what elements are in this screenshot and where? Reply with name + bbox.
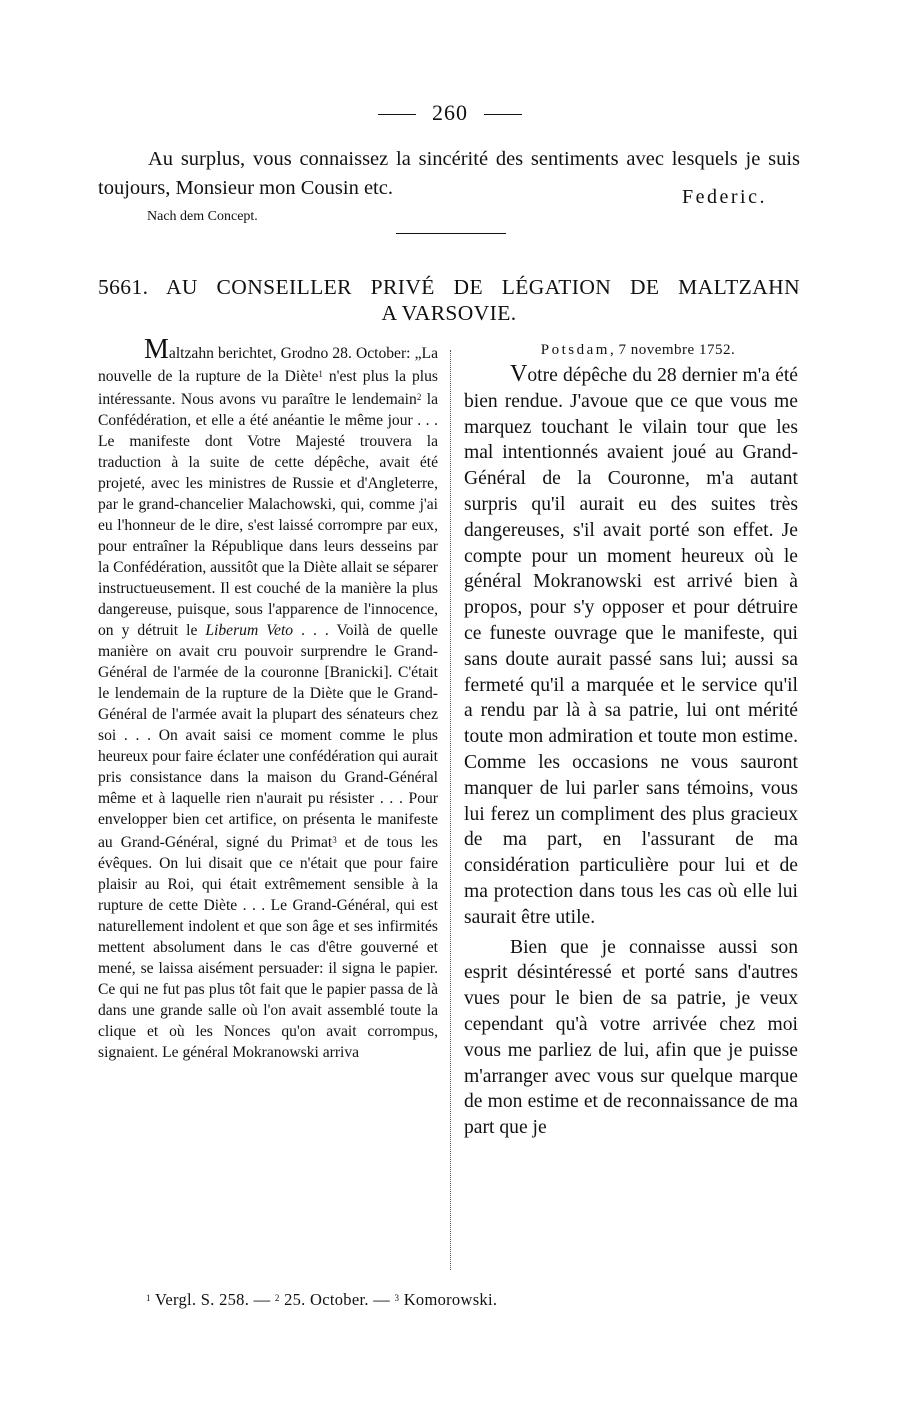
letter-paragraph-1 xyxy=(464,362,798,931)
section-separator xyxy=(396,233,506,234)
page-number-value: 260 xyxy=(432,100,468,125)
letter-addressee: AU CONSEILLER PRIVÉ DE LÉGATION DE MALTZAHN xyxy=(165,275,800,299)
page-number-dash-right xyxy=(484,114,522,115)
letter-heading xyxy=(98,274,800,326)
summary-italic-term: Liberum Veto xyxy=(205,622,294,639)
report-summary xyxy=(98,334,439,1063)
dateline xyxy=(478,338,798,362)
column-divider xyxy=(450,350,451,1270)
dateline-place: Potsdam xyxy=(540,342,610,358)
summary-initial: M xyxy=(144,334,169,365)
letter-body-column xyxy=(464,338,798,1141)
footnote-mark-3: 3 xyxy=(394,1293,400,1303)
summary-text-5: et de tous les évêques. On lui disait que ce n'était que pour faire plaisir au Roi, qui était extrêmement sensible à la rupture de cette Diète . . . Le Grand-Général, qui est naturellement indolent et que son âge et ses infirmités mettent absolument dans le cas d'être gouverné et mené, se laissa aisément persuader: il signa le papier. Ce qui ne fut pas plus tôt fait que le papier passa de là dans une grande salle où l'on avait assemblé toute la clique et où les Nonces qu'on avait corrompus, signaient. Le général Mokranowski arriva xyxy=(98,834,438,1061)
summary-text-3: la Confédération, et elle a été anéantie le même jour . . . Le manifeste dont Votre Majesté trouvera la traduction à la suite de cette dépêche, avait été projeté, avec les ministres de Russie et d'Angleterre, par le grand-chancelier Malachowski, qui, comme j'ai eu l'honneur de le dire, s'est laissé corrompre par eux, pour entraîner la République dans leurs desseins par la Confédération, aussitôt que la Diète allait se séparer instructueusement. Il est couché de la manière la plus dangereuse, puisque, sous l'apparence de l'innocence, on y détruit le xyxy=(98,391,438,639)
source-note: Nach dem Concept. xyxy=(147,209,258,224)
letter-heading-line2: A VARSOVIE. xyxy=(381,301,517,325)
footnote-text-3: Komorowski. xyxy=(403,1290,498,1309)
footnote-ref-2: 2 xyxy=(416,392,422,402)
page-number-dash-left xyxy=(378,114,416,115)
letter-paragraph-1-text: otre dépêche du 28 dernier m'a été bien rendue. J'avoue que ce que vous me marquez touchant le vilain tour que les mal intentionnés avaient joué au Grand-Général de la Couronne, m'a autant surpris qu'il aurait eu des suites très dangereuses, s'il avait porté son effet. Je compte pour un moment heureux où le général Mokranowski est arrivé bien à propos, pour s'y opposer et pour détruire ce funeste ouvrage que le manifeste, qui sans doute aurait passé sans lui; aussi sa fermeté qu'il a marquée et le service qu'il a rendu par là à sa patrie, lui ont mérité toute mon admiration et toute mon estime. Comme les occasions ne vous sauront manquer de lui parler sans témoins, vous lui ferez un compliment des plus gracieux de ma part, en l'assurant de ma considération particulière pour lui et de ma protection dans tous les cas où elle lui saurait être utile. xyxy=(464,365,798,928)
body-initial: V xyxy=(510,361,528,387)
footnote-text-2: 25. October. xyxy=(284,1290,369,1309)
letter-paragraph-2: Bien que je connaisse aussi son esprit désintéressé et porté sans d'autres vues pour le bien de sa patrie, je veux cependant qu'à votre arrivée chez moi vous me parliez de lui, afin que je puisse m'arranger avec vous sur quelque marque de mon estime et de reconnaissance de ma part que je xyxy=(464,936,798,1139)
letter-heading-line1 xyxy=(98,274,800,300)
summary-text-1: altzahn berichtet, Grodno 28. October: „La nouvelle de la rupture de la Diète xyxy=(98,345,438,385)
footnotes: $^1$ Vergl. S. 258. — $^2$ 25. October. — $^3$ Komorowski. xyxy=(146,1290,498,1309)
footnote-text-1: Vergl. S. 258. xyxy=(154,1290,250,1309)
summary-text-4: . . . Voilà de quelle manière on avait cru pouvoir surprendre le Grand-Général de l'armée de la couronne [Branicki]. C'était le lendemain de la rupture de la Diète que le Grand-Général de l'armée avait la plupart des sénateurs chez soi . . . On avait saisi ce moment comme le plus heureux pour faire éclater une confédération qui aurait pris consistance dans la maison du Grand-Général même et à laquelle rien n'aurait pu résister . . . Pour envelopper bien cet artifice, on présenta le manifeste au Grand-Général, signé du Primat xyxy=(98,622,438,851)
letter-number: 5661. xyxy=(98,275,149,299)
footnote-ref-3: 3 xyxy=(332,835,337,845)
closing-paragraph: Au surplus, vous connaissez la sincérité des sentiments avec lesquels je suis toujours, Monsieur mon Cousin etc. xyxy=(98,148,800,199)
dateline-date: , 7 novembre 1752. xyxy=(609,342,736,358)
footnote-ref-1: 1 xyxy=(318,369,323,379)
page-number xyxy=(0,100,900,126)
footnote-mark-2: 2 xyxy=(274,1293,280,1303)
summary-text-2: n'est plus la plus intéressante. Nous avons vu paraître le lendemain xyxy=(98,368,439,408)
footnote-mark-1: 1 xyxy=(146,1293,151,1303)
report-summary-column xyxy=(98,334,439,1063)
signature: Federic. xyxy=(682,186,767,208)
